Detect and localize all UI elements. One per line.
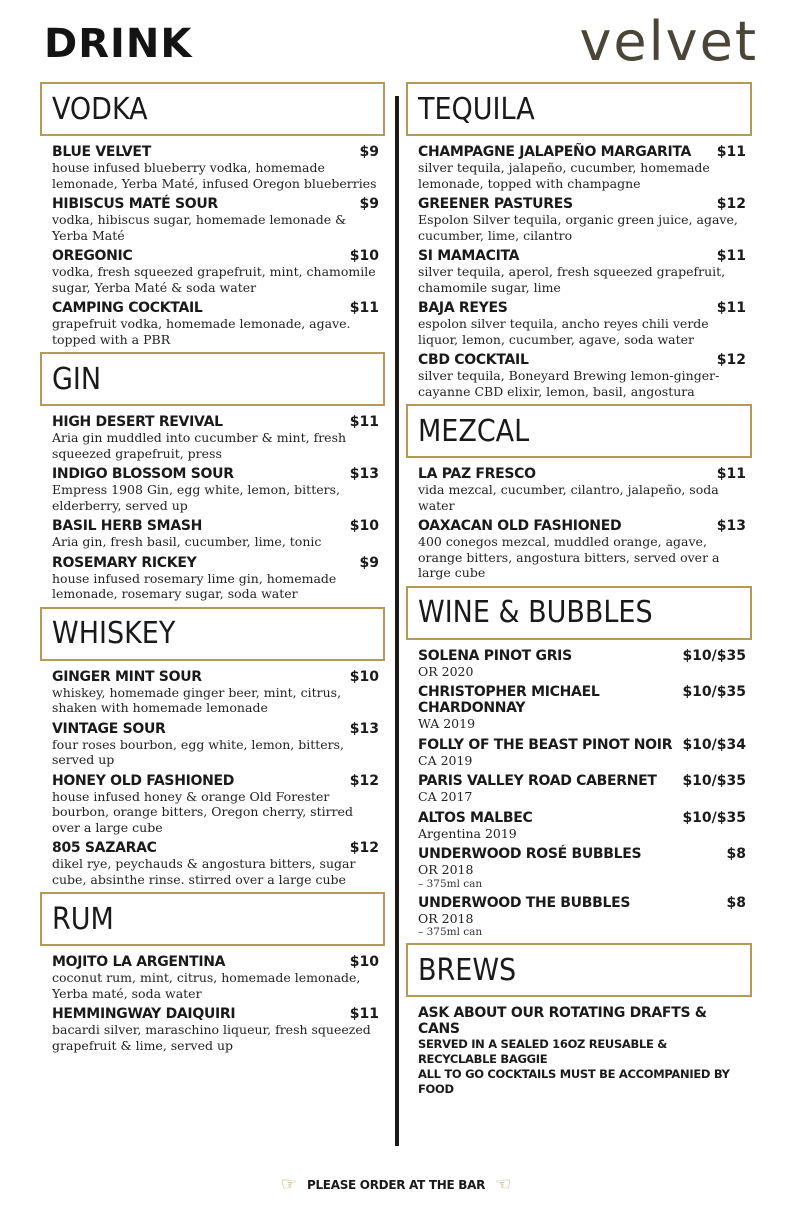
item-description: house infused blueberry vodka, homemade lemonade, Yerba Maté, infused Oregon blueberries bbox=[52, 160, 377, 191]
section-header-tequila: TEQUILA bbox=[406, 82, 752, 136]
item-price: $13 bbox=[716, 518, 746, 534]
menu-item bbox=[406, 648, 752, 680]
menu-item bbox=[406, 144, 752, 191]
menu-item bbox=[406, 684, 752, 732]
item-description: house infused honey & orange Old Forester bourbon, orange bitters, Oregon cherry, stirred over a large cube bbox=[52, 788, 353, 835]
item-note: – 375ml can bbox=[418, 926, 483, 938]
item-name: OREGONIC bbox=[52, 248, 133, 264]
item-name: PARIS VALLEY ROAD CABERNET bbox=[418, 773, 657, 789]
item-description: bacardi silver, maraschino liqueur, fresh squeezed grapefruit & lime, served up bbox=[52, 1022, 371, 1053]
item-name: HEMMINGWAY DAIQUIRI bbox=[52, 1006, 236, 1022]
brand-logo: velvet bbox=[579, 10, 758, 73]
item-price: $13 bbox=[349, 720, 379, 737]
section-header-wine: WINE & BUBBLES bbox=[406, 586, 752, 640]
item-name: SI MAMACITA bbox=[418, 248, 520, 264]
menu-item bbox=[40, 144, 385, 191]
item-description: CA 2017 bbox=[418, 789, 473, 804]
item-description: whiskey, homemade ginger beer, mint, citrus, shaken with homemade lemonade bbox=[52, 684, 342, 715]
menu-item bbox=[40, 466, 385, 513]
item-description: silver tequila, aperol, fresh squeezed grapefruit, chamomile sugar, lime bbox=[418, 264, 726, 295]
section-header-whiskey: WHISKEY bbox=[40, 607, 385, 661]
item-price: $11 bbox=[716, 300, 746, 316]
brews-info bbox=[406, 1005, 752, 1097]
footer bbox=[0, 1176, 792, 1194]
menu-item bbox=[406, 810, 752, 842]
menu-item bbox=[40, 1006, 385, 1053]
item-description: house infused rosemary lime gin, homemade lemonade, rosemary sugar, soda water bbox=[52, 570, 337, 601]
item-name: UNDERWOOD ROSÉ BUBBLES bbox=[418, 846, 642, 862]
item-name: UNDERWOOD THE BUBBLES bbox=[418, 894, 631, 911]
item-price: $11 bbox=[716, 144, 746, 160]
item-price: $9 bbox=[359, 554, 379, 571]
left-column bbox=[40, 82, 385, 1058]
item-price: $9 bbox=[359, 196, 379, 212]
item-description: OR 2018 bbox=[418, 862, 474, 877]
item-name: MOJITO LA ARGENTINA bbox=[52, 954, 226, 970]
section-header-vodka: VODKA bbox=[40, 82, 385, 136]
item-name: SOLENA PINOT GRIS bbox=[418, 647, 572, 664]
item-description: silver tequila, Boneyard Brewing lemon-ginger-cayanne CBD elixir, lemon, basil, angostura bbox=[418, 368, 720, 399]
menu-item bbox=[406, 300, 752, 347]
item-name: 805 SAZARAC bbox=[52, 840, 157, 856]
page-title: DRINK bbox=[44, 21, 193, 67]
section-header-brews: BREWS bbox=[406, 943, 752, 997]
item-name: BASIL HERB SMASH bbox=[52, 518, 203, 534]
item-description: dikel rye, peychauds & angostura bitters, sugar cube, absinthe rinse. stirred over a large cube bbox=[52, 856, 356, 887]
item-name: INDIGO BLOSSOM SOUR bbox=[52, 466, 234, 482]
item-description: grapefruit vodka, homemade lemonade, agave. topped with a PBR bbox=[52, 316, 351, 347]
menu-item bbox=[406, 466, 752, 513]
to-go-note: ALL TO GO COCKTAILS MUST BE ACCOMPANIED BY FOOD bbox=[418, 1067, 730, 1096]
item-description: CA 2019 bbox=[418, 752, 473, 768]
item-price: $10 bbox=[349, 668, 379, 685]
item-description: silver tequila, jalapeño, cucumber, homemade lemonade, topped with champagne bbox=[418, 160, 710, 191]
section-brews bbox=[406, 943, 752, 1097]
item-price: $11 bbox=[349, 414, 379, 430]
menu-item bbox=[40, 773, 385, 836]
item-price: $9 bbox=[359, 144, 379, 160]
item-description: Argentina 2019 bbox=[418, 825, 517, 841]
item-name: ROSEMARY RICKEY bbox=[52, 554, 197, 571]
item-name: HONEY OLD FASHIONED bbox=[52, 772, 235, 789]
pointing-hand-right-icon: ☞ bbox=[280, 1174, 297, 1195]
item-price: $12 bbox=[716, 352, 746, 368]
item-name: VINTAGE SOUR bbox=[52, 720, 166, 737]
item-note: – 375ml can bbox=[418, 877, 483, 890]
item-name: ALTOS MALBEC bbox=[418, 809, 533, 826]
section-header-mezcal: MEZCAL bbox=[406, 404, 752, 458]
menu-item bbox=[406, 196, 752, 243]
menu-item bbox=[40, 840, 385, 887]
item-description: vodka, hibiscus sugar, homemade lemonade & Yerba Maté bbox=[52, 212, 347, 243]
menu-item bbox=[40, 414, 385, 461]
menu-item bbox=[406, 737, 752, 769]
menu-item bbox=[406, 773, 752, 805]
item-price: $8 bbox=[726, 846, 746, 862]
item-price: $10 bbox=[349, 954, 379, 970]
section-gin bbox=[40, 352, 385, 602]
item-description: OR 2018 bbox=[418, 910, 474, 926]
menu-item bbox=[40, 721, 385, 768]
item-description: vodka, fresh squeezed grapefruit, mint, chamomile sugar, Yerba Maté & soda water bbox=[52, 264, 376, 295]
item-price: $12 bbox=[349, 772, 379, 789]
item-description: OR 2020 bbox=[418, 663, 474, 679]
footer-text: PLEASE ORDER AT THE BAR bbox=[306, 1178, 486, 1192]
section-tequila bbox=[406, 82, 752, 399]
item-description: 400 conegos mezcal, muddled orange, agave, orange bitters, angostura bitters, served over a large cube bbox=[418, 534, 720, 580]
item-price: $11 bbox=[349, 300, 379, 316]
item-description: Aria gin muddled into cucumber & mint, fresh squeezed grapefruit, press bbox=[52, 430, 347, 461]
item-price: $10 bbox=[349, 248, 379, 264]
section-mezcal bbox=[406, 404, 752, 581]
item-price: $10/$35 bbox=[682, 684, 746, 700]
item-name: BLUE VELVET bbox=[52, 144, 151, 160]
item-description: four roses bourbon, egg white, lemon, bitters, served up bbox=[52, 736, 344, 767]
menu-item bbox=[40, 248, 385, 295]
section-rum bbox=[40, 892, 385, 1053]
menu-item bbox=[40, 954, 385, 1001]
item-description: Aria gin, fresh basil, cucumber, lime, tonic bbox=[52, 534, 322, 549]
item-name: HIGH DESERT REVIVAL bbox=[52, 414, 223, 430]
item-price: $10/$34 bbox=[682, 736, 746, 753]
menu-item bbox=[406, 895, 752, 939]
column-divider bbox=[395, 96, 399, 1146]
item-price: $12 bbox=[716, 196, 746, 212]
section-whiskey bbox=[40, 607, 385, 888]
item-description: coconut rum, mint, citrus, homemade lemonade, Yerba maté, soda water bbox=[52, 970, 361, 1001]
item-price: $11 bbox=[349, 1006, 379, 1022]
item-name: CAMPING COCKTAIL bbox=[52, 300, 203, 316]
item-description: Empress 1908 Gin, egg white, lemon, bitters, elderberry, served up bbox=[52, 482, 340, 513]
item-price: $10/$35 bbox=[682, 773, 746, 789]
item-price: $12 bbox=[349, 840, 379, 856]
section-header-gin: GIN bbox=[40, 352, 385, 406]
item-name: CHAMPAGNE JALAPEÑO MARGARITA bbox=[418, 144, 692, 160]
item-name: FOLLY OF THE BEAST PINOT NOIR bbox=[418, 736, 673, 753]
menu-item bbox=[406, 518, 752, 581]
item-description: vida mezcal, cucumber, cilantro, jalapeño, soda water bbox=[418, 482, 719, 513]
section-header-rum: RUM bbox=[40, 892, 385, 946]
right-column bbox=[406, 82, 752, 1097]
item-price: $11 bbox=[716, 466, 746, 482]
menu-item bbox=[40, 669, 385, 716]
section-vodka bbox=[40, 82, 385, 347]
menu-item bbox=[40, 518, 385, 550]
menu-item bbox=[406, 248, 752, 295]
item-name: LA PAZ FRESCO bbox=[418, 466, 536, 482]
item-name: GREENER PASTURES bbox=[418, 196, 573, 212]
item-price: $8 bbox=[726, 894, 746, 911]
pointing-hand-left-icon: ☜ bbox=[495, 1174, 512, 1195]
item-name: BAJA REYES bbox=[418, 300, 508, 316]
section-wine-bubbles bbox=[406, 586, 752, 939]
item-name: CHRISTOPHER MICHAEL CHARDONNAY bbox=[418, 684, 600, 716]
menu-item bbox=[406, 846, 752, 890]
item-description: Espolon Silver tequila, organic green juice, agave, cucumber, lime, cilantro bbox=[418, 212, 738, 243]
menu-item bbox=[40, 555, 385, 602]
item-price: $10/$35 bbox=[682, 809, 746, 826]
item-price: $10/$35 bbox=[682, 647, 746, 664]
item-description: espolon silver tequila, ancho reyes chili verde liquor, lemon, cucumber, agave, soda water bbox=[418, 316, 709, 347]
item-description: WA 2019 bbox=[418, 716, 476, 731]
menu-item bbox=[40, 300, 385, 347]
item-name: GINGER MINT SOUR bbox=[52, 668, 202, 685]
menu-item bbox=[406, 352, 752, 399]
item-name: CBD COCKTAIL bbox=[418, 352, 529, 368]
item-price: $10 bbox=[349, 518, 379, 534]
brews-headline: ASK ABOUT OUR ROTATING DRAFTS & CANS bbox=[418, 1005, 707, 1037]
item-price: $11 bbox=[716, 248, 746, 264]
item-name: HIBISCUS MATÉ SOUR bbox=[52, 196, 218, 212]
brews-note: SERVED IN A SEALED 16OZ REUSABLE & RECYCLABLE BAGGIE bbox=[418, 1037, 668, 1066]
menu-item bbox=[40, 196, 385, 243]
item-price: $13 bbox=[349, 466, 379, 482]
item-name: OAXACAN OLD FASHIONED bbox=[418, 518, 622, 534]
